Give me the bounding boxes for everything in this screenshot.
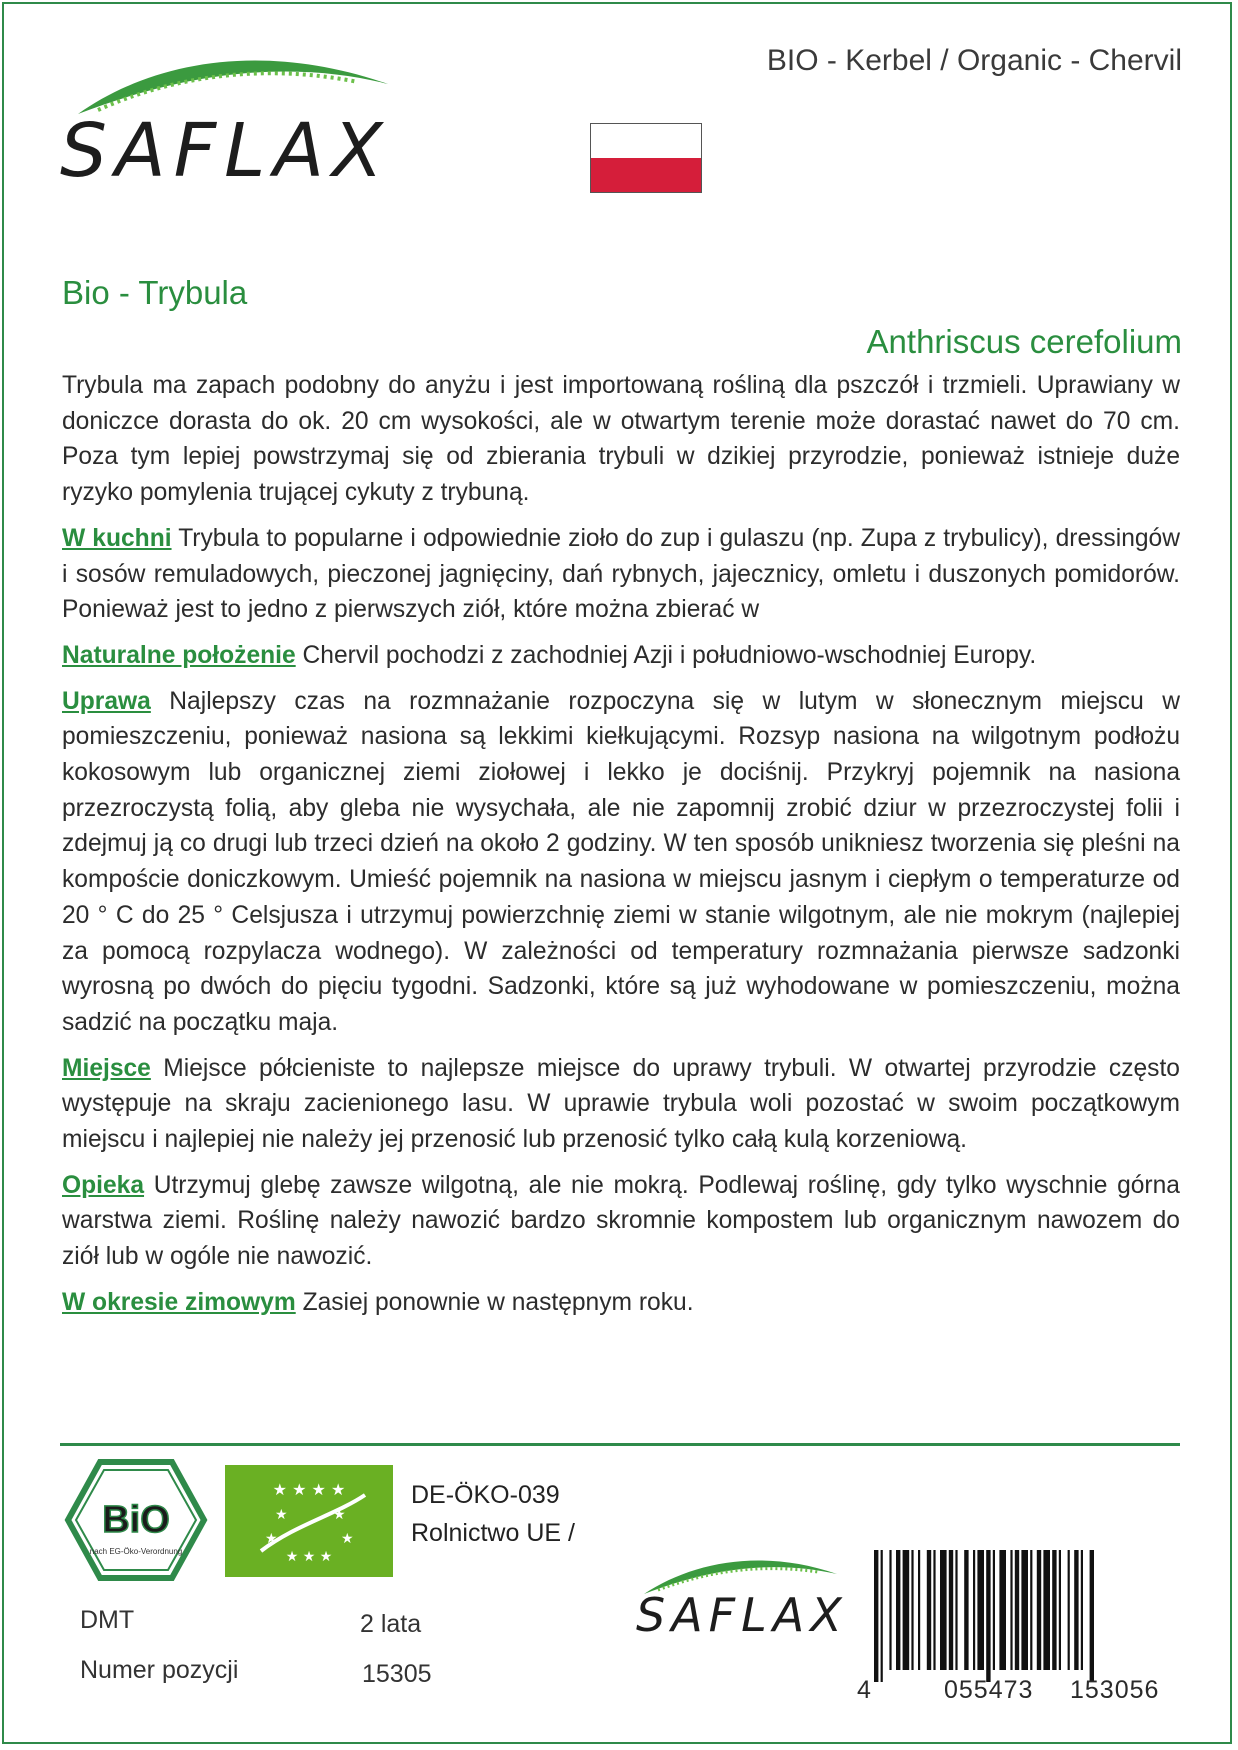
barcode-bar [1090, 1550, 1094, 1682]
barcode-bar [881, 1550, 883, 1682]
barcode-bar [1021, 1550, 1028, 1670]
barcode-bar [940, 1550, 947, 1670]
barcode [852, 1550, 1180, 1720]
svg-text:★: ★ [265, 1531, 278, 1547]
barcode-bar [949, 1550, 953, 1670]
section-care [62, 1168, 1180, 1275]
divider [60, 1443, 1180, 1446]
svg-text:★: ★ [275, 1507, 288, 1523]
svg-text:★: ★ [341, 1531, 354, 1547]
barcode-bar [1059, 1550, 1061, 1670]
brand-logo [58, 44, 398, 214]
barcode-bar [889, 1550, 891, 1670]
section-location [62, 1051, 1180, 1158]
barcode-bar [1052, 1550, 1056, 1670]
description [62, 368, 1180, 1331]
intro-paragraph: Trybula ma zapach podobny do anyżu i jest importowaną rośliną dla pszczół i trzmieli. Uprawiany w doniczce dorasta do ok. 20 cm wysokości, ale w otwartym terenie może dorastać nawet do 70 cm. Poza tym lepiej powstrzymaj się od zbierania trybuli w dzikiej przyrodzie, ponieważ istnieje duże ryzyko pomylenia trującej cykuty z trybuną. [62, 372, 1180, 507]
barcode-bar [1074, 1550, 1078, 1670]
svg-text:★ ★ ★ ★: ★ ★ ★ ★ [272, 1480, 346, 1499]
barcode-bar [973, 1550, 975, 1670]
section-text: Najlepszy czas na rozmnażanie rozpoczyna się w lutym w słonecznym miejscu w pomieszczeniu, ponieważ nasiona są lekkimi kiełkującymi. Rozsyp nasiona na wilgotnym podłożu kokosowym lub organicznej ziemi ziołowej i lekko je dociśnij. Przykryj pojemnik na nasiona przezroczystą folią, aby gleba nie wysychała, ale nie zapomnij zrobić dziur w przezroczystej folii i zdejmuj ją co drugi lub trzeci dzień na około 2 godziny. W ten sposób unikniesz tworzenia się pleśni na kompoście doniczkowym. Umieść pojemnik na nasiona w miejscu jasnym i ciepłym o temperaturze od 20 ° C do 25 ° Celsjusza i utrzymuj powierzchnię ziemi w stanie wilgotnym, ale nie mokrym (najlepiej za pomocą rozpylacza wodnego). W zależności od temperatury rozmnażania pierwsze sadzonki wyrosną po dwóch do pięciu tygodni. Sadzonki, które są już wyhodowane w pomieszczeniu, można sadzić na początku maja. [62, 687, 1180, 1036]
barcode-group1: 055473 [944, 1676, 1034, 1704]
section-text: Trybula to popularne i odpowiednie zioło do zup i gulaszu (np. Zupa z trybulicy), dressingów i sosów remuladowych, pieczonej jagnięciny, dań rybnych, jajecznicy, omletu i duszonych pomidorów. Ponieważ jest to jedno z pierwszych ziół, które można zbierać w [62, 524, 1180, 624]
barcode-bar [993, 1550, 995, 1670]
barcode-bar [964, 1550, 968, 1670]
barcode-bars [852, 1550, 1180, 1682]
poland-flag-icon [590, 123, 702, 193]
barcode-bar [1030, 1550, 1032, 1670]
barcode-bar [874, 1550, 878, 1682]
product-title: Bio - Trybula [62, 274, 248, 311]
barcode-bar [918, 1550, 920, 1670]
section-title: Miejsce [62, 1054, 151, 1082]
dmt-value: 2 lata [360, 1610, 422, 1638]
latin-name: Anthriscus cerefolium [866, 323, 1182, 360]
barcode-digit: 4 [857, 1676, 871, 1704]
brand-logo-text: SAFLAX [636, 1588, 848, 1642]
section-title: W okresie zimowym [62, 1288, 296, 1316]
section-winter [62, 1285, 1180, 1321]
barcode-bar [986, 1550, 990, 1682]
barcode-group2: 153056 [1070, 1676, 1160, 1704]
svg-text:★ ★ ★: ★ ★ ★ [285, 1549, 333, 1565]
section-title: Opieka [62, 1171, 145, 1199]
barcode-bar [1081, 1550, 1083, 1670]
barcode-bar [1010, 1550, 1012, 1670]
section-title: W kuchni [62, 524, 172, 552]
barcode-bar [903, 1550, 910, 1670]
barcode-bar [999, 1550, 1006, 1670]
dmt-label: DMT [80, 1606, 135, 1634]
barcode-bar [927, 1550, 931, 1670]
svg-text:nach EG-Öko-Verordnung: nach EG-Öko-Verordnung [89, 1547, 183, 1556]
section-text: Zasiej ponownie w następnym roku. [302, 1288, 694, 1316]
section-text: Utrzymuj glebę zawsze wilgotną, ale nie mokrą. Podlewaj roślinę, gdy tylko wyschnie górna warstwa ziemi. Roślinę należy nawozić bardzo skromnie kompostem lub organicznym nawozem do ziół lub w ogóle nie nawozić. [62, 1171, 1180, 1271]
brand-logo-text: SAFLAX [60, 108, 391, 194]
svg-text:★: ★ [333, 1507, 346, 1523]
section-title: Naturalne położenie [62, 641, 296, 669]
barcode-bar [896, 1550, 900, 1670]
section-origin [62, 638, 1180, 674]
barcode-bar [1043, 1550, 1050, 1670]
certification-info [411, 1476, 575, 1552]
section-kitchen [62, 521, 1180, 628]
item-number-value: 15305 [362, 1660, 432, 1688]
item-number-label: Numer pozycji [80, 1656, 239, 1684]
barcode-bar [1015, 1550, 1019, 1670]
section-text: Chervil pochodzi z zachodniej Azji i południowo-wschodniej Europy. [302, 641, 1037, 669]
header-title: BIO - Kerbel / Organic - Chervil [766, 44, 1182, 77]
section-title: Uprawa [62, 687, 151, 715]
svg-text:BiO: BiO [102, 1499, 170, 1541]
barcode-bar [977, 1550, 984, 1670]
eu-organic-leaf-icon [225, 1465, 393, 1577]
barcode-bar [911, 1550, 913, 1670]
barcode-bar [955, 1550, 957, 1670]
section-cultivation [62, 684, 1180, 1041]
certification-origin: Rolnictwo UE / [411, 1519, 575, 1547]
barcode-bar [933, 1550, 935, 1670]
barcode-bar [1068, 1550, 1070, 1670]
barcode-bar [1037, 1550, 1041, 1670]
certification-code: DE-ÖKO-039 [411, 1481, 560, 1509]
brand-logo-small [632, 1550, 848, 1660]
bio-seal-icon [64, 1458, 208, 1582]
section-text: Miejsce półcieniste to najlepsze miejsce do uprawy trybuli. W otwartej przyrodzie często występuje na skraju zacienionego lasu. W uprawie trybula woli pozostać w swoim początkowym miejscu i najlepiej nie należy jej przenosić lub przenosić tylko całą kulą korzeniową. [62, 1054, 1180, 1154]
